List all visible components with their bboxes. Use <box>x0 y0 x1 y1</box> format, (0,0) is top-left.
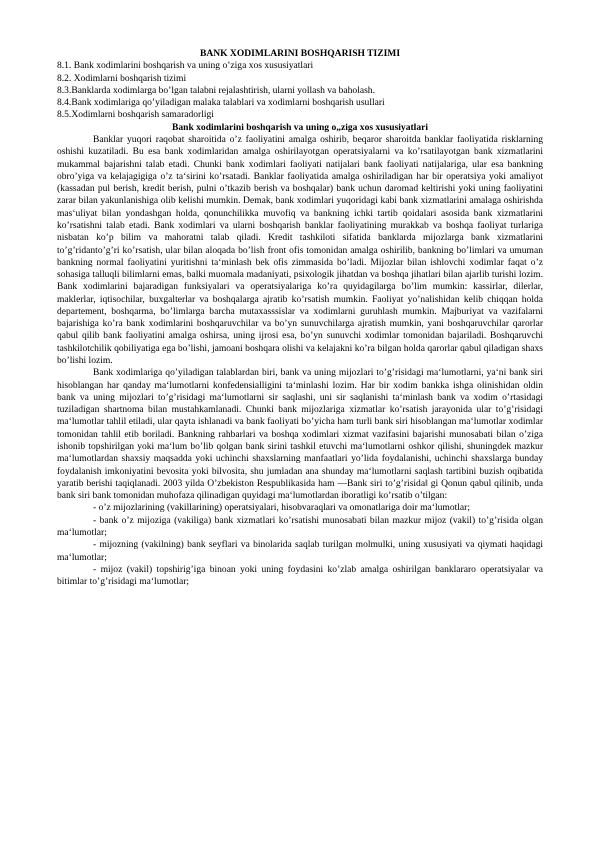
bullet-item-2: - bank o’z mijoziga (vakiliga) bank xizmatlari ko’rsatishi munosabati bilan mazkur mijoz (vakil) to’g’risida olgan ma‘lumotlar; <box>57 514 543 538</box>
toc-item-4: 8.4.Bank xodimlariga qo’yiladigan malaka talablari va xodimlarni boshqarish usullari <box>57 97 385 109</box>
bullet-item-3: - mijozning (vakilning) bank seyflari va binolarida saqlab turilgan molmulki, uning xususiyati va qiymati haqidagi ma‘lumotlar; <box>57 539 543 563</box>
toc-item-5: 8.5.Xodimlarni boshqarish samaradorligi <box>57 109 214 121</box>
toc-item-3: 8.3.Banklarda xodimlarga bo’lgan talabni rejalashtirish, ularni yollash va baholash. <box>57 84 375 96</box>
toc-item-1: 8.1. Bank xodimlarini boshqarish va uning o’ziga xos xususiyatlari <box>57 60 314 72</box>
bullet-item-1: - o’z mijozlarining (vakillarining) operatsiyalari, hisobvaraqlari va omonatlariga doir ma‘lumotlar; <box>93 502 470 514</box>
paragraph-1: Banklar yuqori raqobat sharoitida o’z faoliyatini amalga oshirib, beqaror sharoitda banklar faoliyatida risklarning oshishi kuzatiladi. Bu esa bank xodimlaridan amalga oshirilayotgan operatsiyalarni va ko’rsatilayotgan bank xizmatlarini mukammal bajarishni talab etadi. Chunki bank xodimlari faoliyati natijalari bank faoliyati natijalariga, ular esa bankning obro’yiga va kelajagigiga o’z ta‘sirini ko’rsatadi. Banklar faoliyatida amalga oshiriladigan har bir operatsiya yoki amaliyot (kassadan pul berish, kredit berish, pulni o’tkazib berish va boshqalar) bank uchun daromad keltirishi yoki uning faoliyatini zarar bilan yakunlanishiga olib kelishi mumkin. Demak, bank xodimlari yuqoridagi kabi bank xizmatlarini amalaga oshirishda mas‘uliyat bilan yondashgan holda, qonunchilikka muvofiq va bankning ichki tartib qoidalari asosida bank xizmatlarini ko’rsatishni talab etadi. Bank xodimlari va ularni boshqarish banklar faoliyatining murakkab va boshqa faoliyat turlariga nisbatan ko’p bilim va mahoratni talab qiladi. Kredit tashkiloti sifatida banklarda mijozlarga bank xizmatlarini to’g’ridanto’g’ri ko’rsatish, ular bilan aloqada bo’lish front ofis tomonidan amalga oshirilib, bankning bo’limlari va umuman bankning normal faoliyatini yuritishni ta‘minlash bek ofis zimmasida bo’ladi. Mijozlar bilan ishlovchi xodimlar faqat o’z sohasiga talluqli bilimlarni emas, balki muomala madaniyati, psixologik jihatdan va boshqa jihatlari bilan ajarlib turishi lozim. Bank xodimlarini bajaradigan funksiyalari va operatsiyalariga ko’ra quyidagilarga bo’lim mumkin: kassirlar, dilerlar, maklerlar, iqtisochilar, buxgalterlar va boshqalarga ajratib ko’rsatish mumkin. Faoliyat yo’nalishidan kelib chiqqan holda departement, boshqarma, bo’limlarga barcha mutaxasssislar va xodimlarni guruhlash mumkin. Majburiyat va vazifalarni bajarishiga ko’ra bank xodimlarini boshqaruvchilar va bo’yn sunuvchilarga ajratish mumkin, yani boshqaruvchilar qarorlar qabul qilib bank faoliyatini amalga oshirsa, uning ijrosi esa, bo’yn sunuvchi xodimlar tomonidan bajariladi. Boshqaruvchi tashkilotchilik qobiliyatiga ega bo’lishi, jamoani boshqara olishi va kelajakni ko’ra bilgan holda qarorlar qabul qiladigan shaxs bo’lishi lozim. <box>57 133 543 367</box>
document-page <box>57 48 543 588</box>
paragraph-2: Bank xodimlariga qo’yiladigan talablardan biri, bank va uning mijozlari to’g’risidagi ma‘lumotlarni, ya‘ni bank siri hisoblangan har qanday ma‘lumotlarni konfedensialligini ta‘minlashi lozim. Har bir xodim bankka ishga olinishidan oldin bank va uning mijozlari to’g’risidagi ma‘lumotlarni sir saqlashi, uni sir saqlanishi ta‘minlash bank va xodim o’rtasidagi tuziladigan shartnoma bilan mustahkamlanadi. Chunki bank mijozlariga xizmatlar ko’rsatish jarayonida ular to’g’risidagi ma‘lumotlar tahlil etiladi, ular qayta ishlanadi va bank faoliyati bo’yicha ham turli bank siri hisoblangan ma‘lumotlar xodimlar tomonidan tahlil etib boriladi. Bankning rahbarlari va boshqa xodimlari xizmat vazifasini bajarishi munosabati bilan o’ziga ishonib topshirilgan yoki ma‘lum bo’lib qolgan bank sirini tashkil etuvchi ma‘lumotlarni oshkor qilishi, shuningdek mazkur ma‘lumotlardan shaxsiy maqsadda yoki uchinchi shaxslarning manfaatlari yo’lida foydalanishi, uchinchi shaxslarga bunday foydalanish imkoniyatini bevosita yoki bilvosita, shu jumladan ana shunday ma‘lumotlarni saqlash tartibini buzish oqibatida yaratib berishi taqiqlanadi. 2003 yilda O’zbekiston Respublikasida ham ―Bank siri to’g’risida‖ gi Qonun qabul qilinib, unda bank siri bank tomonidan muhofaza qilinadigan quyidagi ma‘lumotlardan iboratligi ko’rsatib o’tilgan: <box>57 367 543 502</box>
document-title: BANK XODIMLARINI BOSHQARISH TIZIMI <box>199 48 401 59</box>
toc-item-2: 8.2. Xodimlarni boshqarish tizimi <box>57 72 187 84</box>
bullet-item-4: - mijoz (vakil) topshirig’iga binoan yoki uning foydasini ko’zlab amalga oshirilgan banklararo operatsiyalar va bitimlar to’g’risidagi ma‘lumotlar; <box>57 563 543 588</box>
section-title: Bank xodimlarini boshqarish va uning o„ziga xos xususiyatlari <box>172 121 428 133</box>
